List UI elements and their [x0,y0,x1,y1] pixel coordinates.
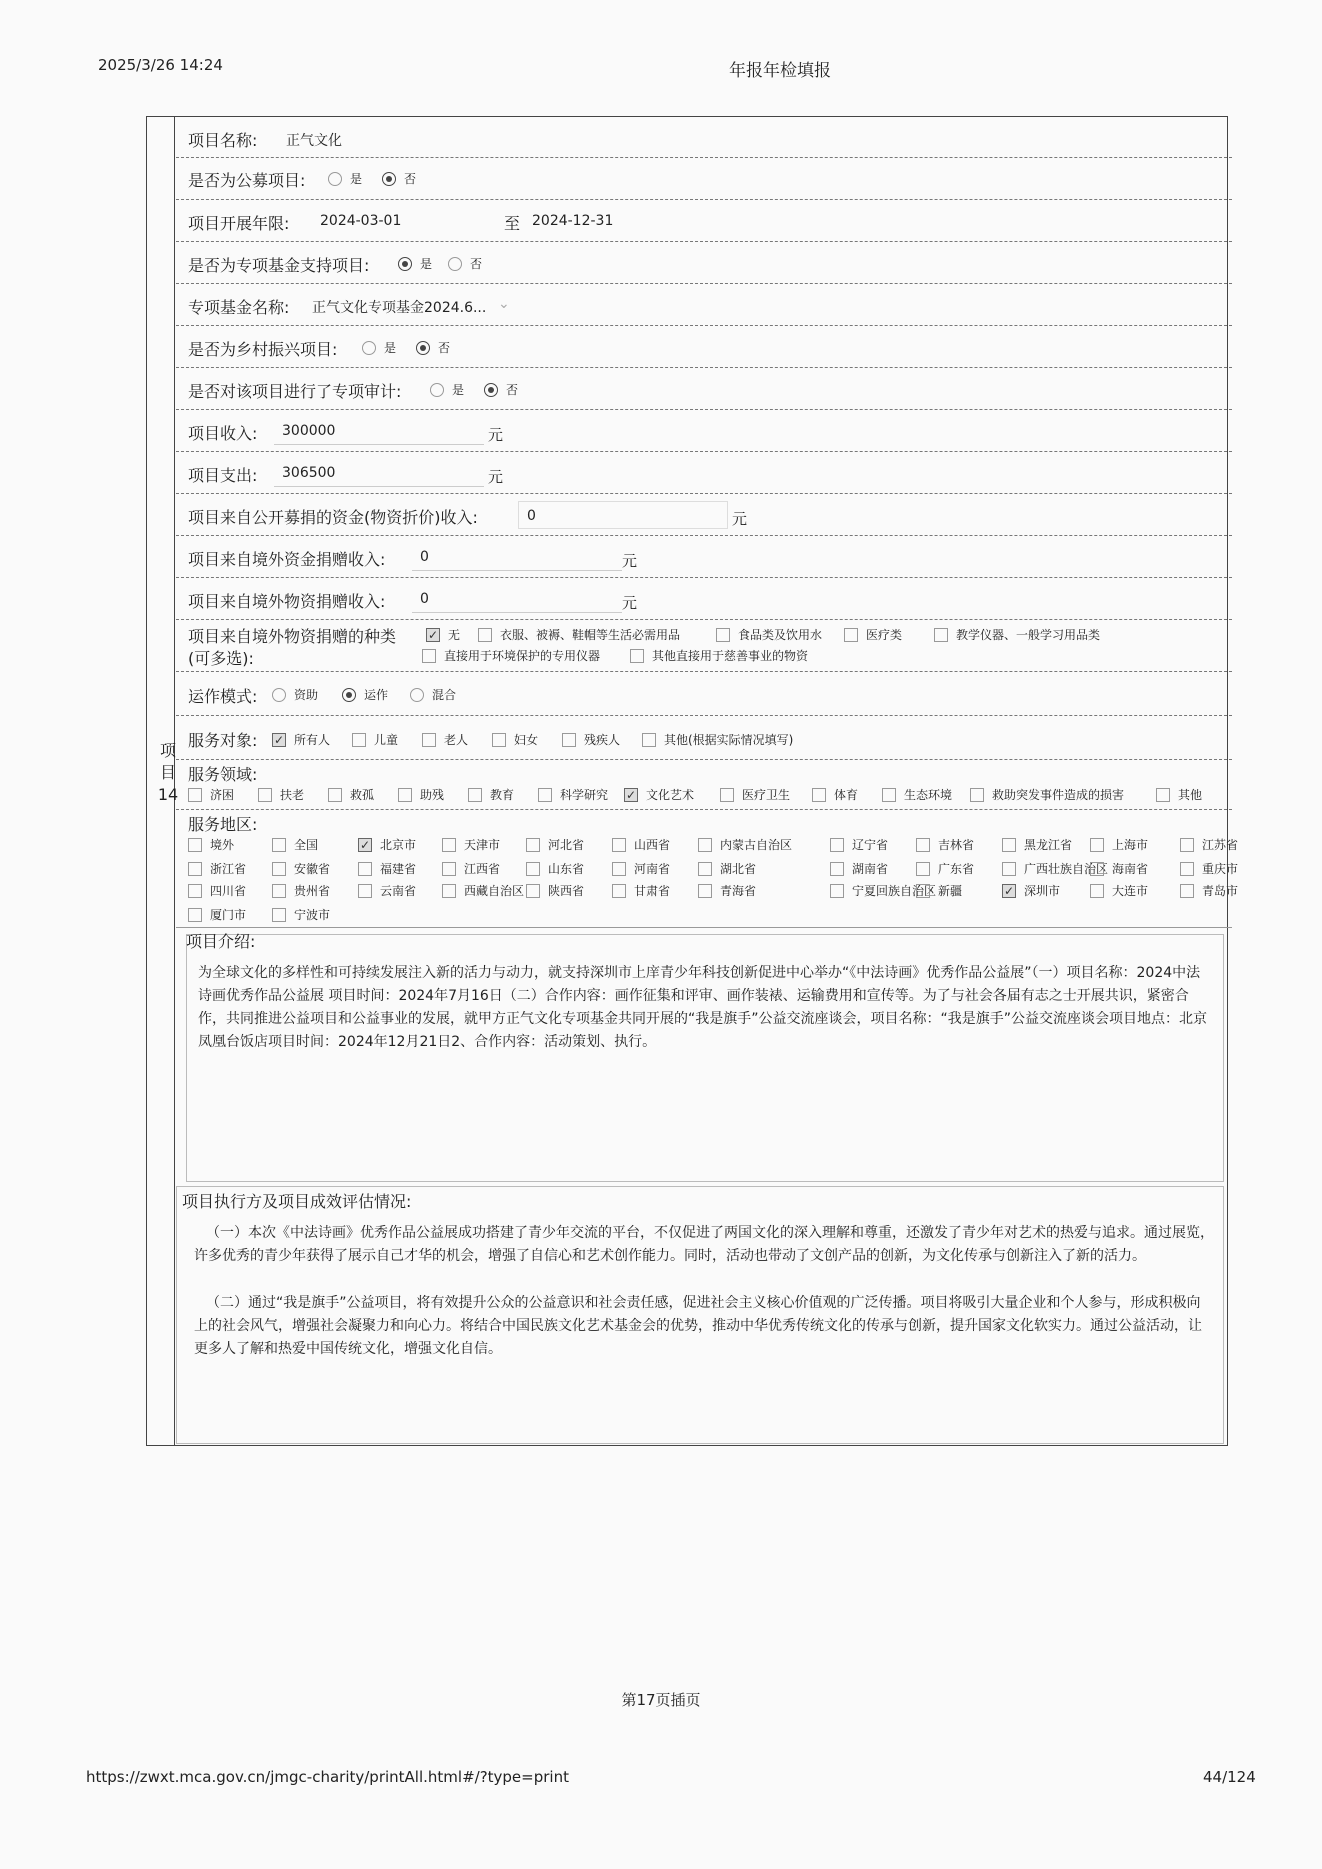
foreign-goods-unit: 元 [622,594,638,612]
region-option[interactable] [1090,882,1148,899]
region-option[interactable] [916,836,974,853]
audit-no[interactable]: 否 [484,381,518,398]
checkbox-checked-icon: ✓ [427,627,439,642]
checkbox-icon [1156,788,1170,802]
foreign-funds-label: 项目来自境外资金捐赠收入: [188,550,386,569]
period-label: 项目开展年限: [188,214,290,233]
region-option[interactable] [358,882,416,899]
rural-yes[interactable]: 是 [362,339,396,356]
region-option-label: 黑龙江省 [1024,838,1073,852]
field-option[interactable]: 扶老 [258,786,304,803]
region-option[interactable] [1002,836,1072,853]
radio-selected-icon[interactable] [416,341,430,355]
region-option-label: 湖南省 [852,862,889,876]
region-option-label: 内蒙古自治区 [720,838,793,852]
row-goods-types [176,620,1232,672]
region-option[interactable] [698,836,792,853]
region-option-label: 吉林省 [938,838,975,852]
execution-label: 项目执行方及项目成效评估情况: [182,1192,412,1211]
income-unit: 元 [488,426,504,444]
region-option-label: 天津市 [464,838,501,852]
expense-unit: 元 [488,468,504,486]
region-option[interactable] [358,836,416,853]
special-fund-no[interactable]: 否 [448,255,482,272]
region-option-label: 青岛市 [1202,884,1239,898]
checkbox-icon[interactable] [358,884,372,898]
foreign-funds-unit: 元 [622,552,638,570]
checkbox-icon [812,788,826,802]
checkbox-icon[interactable] [1090,884,1104,898]
row-targets [176,716,1232,760]
field-option[interactable]: ✓ 文化艺术 [625,787,695,802]
checkbox-icon[interactable] [612,884,626,898]
checkbox-checked-icon[interactable]: ✓ [1003,883,1015,898]
region-option-label: 福建省 [380,862,417,876]
checkbox-icon [492,733,506,747]
region-option[interactable] [442,836,500,853]
mode-option[interactable]: 混合 [410,686,456,703]
region-option-label: 宁夏回族自治区 [852,884,937,898]
checkbox-icon [844,628,858,642]
checkbox-icon[interactable] [698,838,712,852]
checkbox-icon[interactable] [612,838,626,852]
radio-icon[interactable] [430,383,444,397]
checkbox-icon[interactable] [188,908,202,922]
checkbox-icon[interactable] [526,884,540,898]
foreign-goods-label: 项目来自境外物资捐赠收入: [188,592,386,611]
expense-label: 项目支出: [188,466,258,485]
project-name-value[interactable]: 正气文化 [286,133,342,149]
region-option[interactable] [830,836,888,853]
checkbox-icon [258,788,272,802]
checkbox-icon [882,788,896,802]
field-option[interactable]: 教育 [468,786,514,803]
target-option[interactable]: ✓ 所有人 [273,732,331,747]
checkbox-icon[interactable] [188,884,202,898]
intro-text[interactable]: 为全球文化的多样性和可持续发展注入新的活力与动力，就支持深圳市上庠青少年科技创新促进中心举办“《中法诗画》优秀作品公益展”（一）项目名称：2024中法诗画优秀作品公益展 项目时间：2024年7月16日（二）合作内容：画作征集和评审、画作装裱、运输费用和宣传等。为了与社会各届有志之士开展共识，紧密合作，共同推进公益项目和公益事业的发展，就甲方正气文化专项基金共同开展的“我是旗手”公益交流座谈会，项目名称：“我是旗手”公益交流座谈会项目地点：北京凤凰台饭店项目时间：2024年12月21日2、合作内容：活动策划、执行。 [198,965,1208,1050]
fund-name-select[interactable]: 正气文化专项基金2024.6... [312,300,487,316]
region-option[interactable] [188,860,246,877]
checkbox-icon[interactable] [1090,838,1104,852]
chevron-down-icon[interactable]: ⌄ [498,296,510,312]
region-option-label: 深圳市 [1024,884,1061,898]
checkbox-icon[interactable] [1002,862,1016,876]
row-project-name [176,118,1232,158]
public-donation-unit: 元 [732,510,748,528]
region-option[interactable] [916,860,974,877]
radio-icon[interactable] [362,341,376,355]
row-expense [176,452,1232,494]
row-special-fund [176,242,1232,284]
region-option[interactable] [698,860,756,877]
checkbox-icon[interactable] [358,862,372,876]
checkbox-icon [398,788,412,802]
goods-type-option[interactable]: 食品类及饮用水 [716,626,822,643]
row-audit [176,368,1232,410]
checkbox-icon [538,788,552,802]
row-public-donation [176,494,1232,536]
field-option[interactable]: 救孤 [328,786,374,803]
checkbox-icon [642,733,656,747]
region-option[interactable] [612,836,670,853]
region-option-label: 江西省 [464,862,501,876]
targets-label: 服务对象: [188,731,258,750]
row-regions [176,810,1239,928]
checkbox-icon[interactable] [188,838,202,852]
checkbox-icon[interactable] [698,862,712,876]
regions-label: 服务地区: [188,815,258,834]
row-period [176,200,1232,242]
checkbox-icon[interactable] [830,884,844,898]
checkbox-icon[interactable] [188,862,202,876]
audit-label: 是否对该项目进行了专项审计: [188,382,402,401]
row-rural [176,326,1232,368]
region-option[interactable] [612,860,670,877]
public-donation-label: 项目来自公开募捐的资金(物资折价)收入: [188,508,478,527]
fund-name-label: 专项基金名称: [188,298,290,317]
region-option[interactable] [526,860,584,877]
region-option-label: 青海省 [720,884,757,898]
footer-page-number: 44/124 [1203,1768,1256,1786]
radio-selected-icon[interactable] [484,383,498,397]
public-donation-input[interactable]: 0 [518,501,728,529]
special-fund-label: 是否为专项基金支持项目: [188,256,370,275]
region-option-label: 厦门市 [210,908,247,922]
region-option-label: 西藏自治区 [464,884,525,898]
checkbox-icon[interactable] [272,838,286,852]
public-fundraising-yes[interactable]: 是 [328,170,362,187]
region-option-label: 广西壮族自治区 [1024,862,1109,876]
checkbox-icon [188,788,202,802]
period-start[interactable]: 2024-03-01 [320,213,402,229]
special-fund-yes[interactable]: 是 [398,255,432,272]
region-option-label: 浙江省 [210,862,247,876]
region-option[interactable] [830,860,888,877]
checkbox-icon[interactable] [272,908,286,922]
region-option-label: 河北省 [548,838,585,852]
target-option[interactable]: 老人 [422,731,468,748]
radio-icon [272,688,286,702]
expense-input[interactable]: 306500 [274,459,484,487]
region-option[interactable] [272,860,330,877]
page-insert-label: 第17页插页 [621,1691,701,1709]
checkbox-icon[interactable] [272,884,286,898]
region-option[interactable] [1180,882,1238,899]
radio-icon[interactable] [328,172,342,186]
income-label: 项目收入: [188,424,258,443]
checkbox-checked-icon: ✓ [273,732,285,747]
mode-option[interactable]: 运作 [342,686,388,703]
region-option-label: 广东省 [938,862,975,876]
radio-icon[interactable] [448,257,462,271]
field-option[interactable]: 体育 [812,786,858,803]
checkbox-icon [934,628,948,642]
rural-no[interactable]: 否 [416,339,450,356]
mode-option[interactable]: 资助 [272,686,318,703]
audit-yes[interactable]: 是 [430,381,464,398]
checkbox-icon[interactable] [830,838,844,852]
row-fields [176,760,1232,810]
field-option[interactable]: 医疗卫生 [720,786,790,803]
checkbox-icon [720,788,734,802]
region-option[interactable] [698,882,756,899]
checkbox-icon[interactable] [916,862,930,876]
row-foreign-funds [176,536,1232,578]
field-option[interactable]: 其他 [1156,786,1202,803]
region-option-label: 安徽省 [294,862,331,876]
checkbox-icon [352,733,366,747]
public-fundraising-label: 是否为公募项目: [188,171,306,190]
region-option[interactable] [1180,860,1238,877]
region-option-label: 湖北省 [720,862,757,876]
checkbox-checked-icon[interactable]: ✓ [359,837,371,852]
checkbox-checked-icon: ✓ [625,787,637,802]
region-option[interactable] [188,882,246,899]
field-option[interactable]: 科学研究 [538,786,608,803]
region-option-label: 重庆市 [1202,862,1239,876]
field-option[interactable]: 济困 [188,786,234,803]
region-option-label: 全国 [294,838,319,852]
field-option[interactable]: 助残 [398,786,444,803]
region-option[interactable] [1180,836,1238,853]
region-option-label: 大连市 [1112,884,1149,898]
region-option-label: 辽宁省 [852,838,889,852]
intro-label: 项目介绍: [186,932,256,951]
checkbox-icon[interactable] [1180,838,1194,852]
region-option-label: 山东省 [548,862,585,876]
row-fund-name [176,284,1232,326]
region-option-label: 宁波市 [294,908,331,922]
region-option-label: 上海市 [1112,838,1149,852]
region-option[interactable] [526,836,584,853]
field-option[interactable]: 生态环境 [882,786,952,803]
period-end[interactable]: 2024-12-31 [532,213,614,229]
checkbox-icon [468,788,482,802]
checkbox-icon [422,649,436,663]
checkbox-icon [422,733,436,747]
checkbox-icon[interactable] [1002,838,1016,852]
checkbox-icon[interactable] [442,884,456,898]
checkbox-icon[interactable] [1180,862,1194,876]
region-option[interactable] [1090,860,1148,877]
checkbox-icon[interactable] [272,862,286,876]
region-option[interactable] [612,882,670,899]
region-option-label: 北京市 [380,838,417,852]
checkbox-icon [328,788,342,802]
region-option[interactable] [442,860,500,877]
target-option[interactable]: 其他(根据实际情况填写) [642,731,793,748]
region-option-label: 贵州省 [294,884,331,898]
project-label: 项 目 14 [157,741,179,804]
region-option-label: 新疆 [938,884,963,898]
goods-type-option[interactable]: 直接用于环境保护的专用仪器 [422,647,600,664]
row-public-fundraising [176,158,1232,200]
region-option[interactable] [442,882,524,899]
row-mode [176,672,1232,716]
fields-label: 服务领域: [188,765,258,784]
region-option-label: 河南省 [634,862,671,876]
target-option[interactable]: 儿童 [352,731,398,748]
goods-type-option[interactable]: 医疗类 [844,626,902,643]
region-option-label: 海南省 [1112,862,1149,876]
target-option[interactable]: 妇女 [492,731,538,748]
checkbox-icon [562,733,576,747]
foreign-goods-input[interactable]: 0 [412,585,622,613]
region-option-label: 甘肃省 [634,884,671,898]
income-input[interactable]: 300000 [274,417,484,445]
row-income [176,410,1232,452]
region-option[interactable] [916,882,962,899]
checkbox-icon[interactable] [526,838,540,852]
region-option-label: 云南省 [380,884,417,898]
region-option[interactable] [526,882,584,899]
region-option[interactable] [1090,836,1148,853]
region-option[interactable] [358,860,416,877]
goods-types-label-2: (可多选): [188,649,254,668]
checkbox-icon[interactable] [442,862,456,876]
radio-selected-icon[interactable] [382,172,396,186]
rural-label: 是否为乡村振兴项目: [188,340,338,359]
region-option-label: 境外 [210,838,235,852]
goods-type-option[interactable]: 教学仪器、一般学习用品类 [934,626,1100,643]
radio-icon [410,688,424,702]
checkbox-icon[interactable] [830,862,844,876]
region-option-label: 山西省 [634,838,671,852]
region-option[interactable] [1002,882,1060,899]
goods-type-option[interactable]: 衣服、被褥、鞋帽等生活必需用品 [478,626,680,643]
checkbox-icon[interactable] [526,862,540,876]
checkbox-icon[interactable] [1180,884,1194,898]
checkbox-icon[interactable] [1090,862,1104,876]
project-name-label: 项目名称: [188,131,258,150]
checkbox-icon[interactable] [916,838,930,852]
mode-label: 运作模式: [188,687,258,706]
checkbox-icon [970,788,984,802]
page-title: 年报年检填报 [729,61,831,81]
checkbox-icon [478,628,492,642]
radio-selected-icon [342,688,356,702]
footer-url[interactable]: https://zwxt.mca.gov.cn/jmgc-charity/printAll.html#/?type=print [86,1768,569,1786]
region-option[interactable] [272,836,318,853]
checkbox-icon [630,649,644,663]
row-foreign-goods [176,578,1232,620]
region-option[interactable] [188,836,234,853]
execution-para-1[interactable]: （一）本次《中法诗画》优秀作品公益展成功搭建了青少年交流的平台，不仅促进了两国文化的深入理解和尊重，还激发了青少年对艺术的热爱与追求。通过展览，许多优秀的青少年获得了展示自己才华的机会，增强了自信心和艺术创作能力。同时，活动也带动了文创产品的创新，为文化传承与创新注入了新的活力。 [194,1225,1214,1264]
checkbox-icon[interactable] [698,884,712,898]
region-option[interactable] [188,906,246,923]
goods-types-label: 项目来自境外物资捐赠的种类 [188,627,397,646]
checkbox-icon[interactable] [916,884,930,898]
region-option-label: 四川省 [210,884,247,898]
print-date: 2025/3/26 14:24 [98,56,223,74]
checkbox-icon [716,628,730,642]
checkbox-icon[interactable] [612,862,626,876]
target-option[interactable]: 残疾人 [562,731,620,748]
public-fundraising-no[interactable]: 否 [382,170,416,187]
region-option[interactable] [272,882,330,899]
region-option[interactable] [272,906,330,923]
radio-selected-icon[interactable] [398,257,412,271]
goods-type-option[interactable]: ✓ 无 [427,627,461,642]
region-option-label: 陕西省 [548,884,585,898]
execution-para-2[interactable]: （二）通过“我是旗手”公益项目，将有效提升公众的公益意识和社会责任感，促进社会主义核心价值观的广泛传播。项目将吸引大量企业和个人参与，形成积极向上的社会风气，增强社会凝聚力和向心力。将结合中国民族文化艺术基金会的优势，推动中华优秀传统文化的传承与创新，提升国家文化软实力。通过公益活动，让更多人了解和热爱中国传统文化，增强文化自信。 [194,1295,1202,1357]
goods-type-option[interactable]: 其他直接用于慈善事业的物资 [630,647,808,664]
period-to: 至 [504,214,521,233]
checkbox-icon[interactable] [442,838,456,852]
region-option-label: 江苏省 [1202,838,1239,852]
foreign-funds-input[interactable]: 0 [412,543,622,571]
field-option[interactable]: 救助突发事件造成的损害 [970,786,1124,803]
